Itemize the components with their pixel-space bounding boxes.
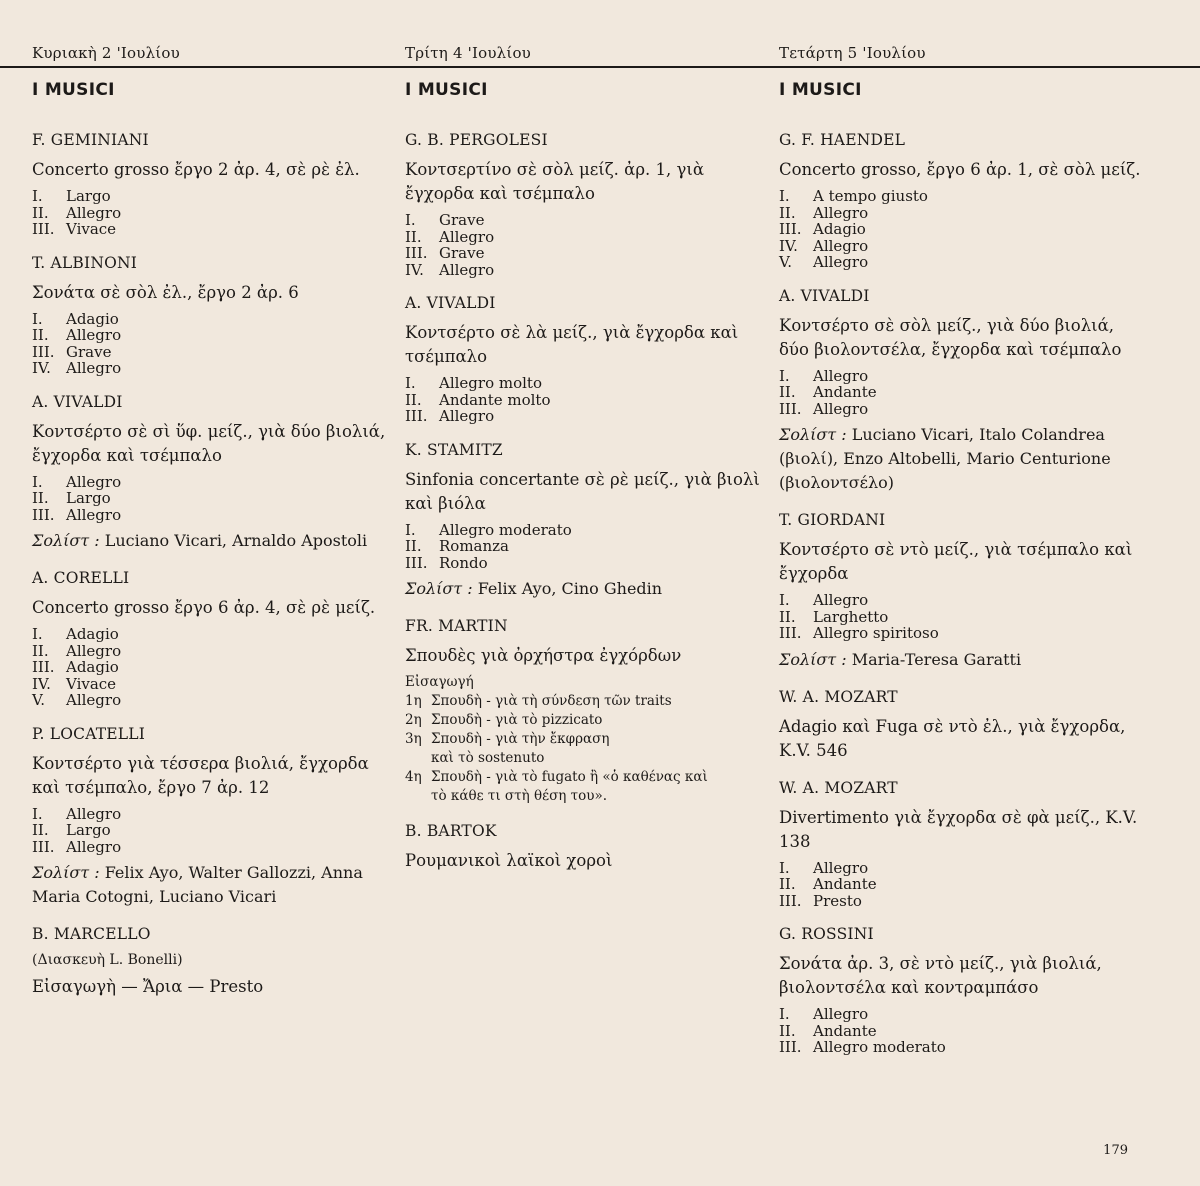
study-ordinal: 1η: [405, 693, 422, 709]
composer-name: B. BARTOK: [405, 822, 497, 840]
soloist-names: Felix Ayo, Cino Ghedin: [477, 579, 663, 598]
movement-number: III.: [779, 220, 802, 238]
movement-list: [779, 860, 1144, 910]
movement-tempo: Largo: [66, 489, 111, 507]
piece-title: Κοντσέρτο σὲ σὸλ μείζ., γιὰ δύο βιολιά, δύο βιολοντσέλα, ἔγχορδα καὶ τσέμπαλο: [779, 315, 1122, 359]
program-piece: [32, 131, 397, 238]
movement-number: II.: [779, 383, 796, 401]
study-ordinal: 4η: [405, 769, 422, 785]
movement-number: I.: [779, 366, 790, 385]
program-piece: [32, 925, 397, 999]
soloists-line: [32, 861, 397, 909]
movement-number: I.: [32, 472, 43, 491]
movement-tempo: Allegro: [813, 366, 869, 385]
movement-tempo: Allegro: [66, 641, 122, 660]
page-number: 179: [1103, 1143, 1128, 1158]
movement-number: II.: [405, 537, 422, 555]
movement-tempo: Allegro: [813, 399, 869, 418]
program-piece: [779, 131, 1144, 271]
movement-tempo: Allegro: [439, 260, 495, 279]
soloist-label: Σολίστ :: [32, 531, 100, 550]
page-header: [0, 0, 1200, 68]
piece-title: Concerto grosso ἔργο 6 ἀρ. 4, σὲ ρὲ μείζ.: [32, 598, 376, 617]
soloist-label: Σολίστ :: [405, 579, 473, 598]
movement-list: [32, 806, 397, 856]
movement-item: [32, 360, 397, 377]
soloist-names: Luciano Vicari, Arnaldo Apostoli: [104, 531, 368, 550]
movement-number: III.: [32, 837, 55, 856]
movement-item: [779, 368, 1144, 385]
soloist-names: Luciano Vicari, Italo Colandrea (βιολί), Enzo Altobelli, Mario Centurione (βιολοντσέλο): [779, 425, 1111, 492]
composer-name: FR. MARTIN: [405, 617, 508, 635]
movement-list: [32, 626, 397, 709]
composer-name: A. CORELLI: [32, 569, 130, 587]
movement-item: [779, 860, 1144, 877]
program-piece: [32, 254, 397, 377]
movement-list: [779, 368, 1144, 418]
movement-tempo: Andante: [813, 1021, 877, 1040]
movement-tempo: Adagio: [66, 658, 119, 676]
movement-number: III.: [779, 624, 802, 642]
movement-tempo: Andante: [813, 875, 877, 893]
movement-number: V.: [779, 253, 792, 271]
movement-tempo: Grave: [439, 244, 485, 262]
movement-item: [32, 626, 397, 643]
soloist-label: Σολίστ :: [779, 649, 847, 669]
movement-number: I.: [32, 625, 43, 643]
movement-list: [32, 474, 397, 524]
movement-item: [405, 538, 770, 555]
movement-tempo: Allegro: [813, 253, 869, 271]
movement-tempo: Vivace: [66, 674, 117, 693]
movement-item: [779, 609, 1144, 626]
movement-tempo: Allegro: [66, 326, 122, 344]
movement-item: [32, 839, 397, 856]
movement-item: [32, 490, 397, 507]
movement-number: IV.: [405, 260, 424, 279]
program-piece: [405, 822, 770, 873]
composer-name: A. VIVALDI: [779, 286, 870, 305]
column-ensemble-title: I MUSICI: [32, 80, 115, 100]
movement-item: [32, 474, 397, 491]
movement-tempo: Allegro: [813, 236, 869, 255]
movement-list: [405, 375, 770, 425]
movement-item: [32, 676, 397, 693]
movement-number: I.: [779, 591, 790, 609]
soloist-names: Maria-Teresa Garatti: [851, 649, 1022, 669]
movement-item: [405, 408, 770, 425]
movement-item: [32, 507, 397, 524]
movement-number: II.: [32, 641, 49, 660]
movement-number: I.: [779, 858, 790, 877]
movement-number: III.: [779, 891, 802, 910]
program-column-1: [32, 80, 397, 1015]
piece-title: Εἰσαγωγὴ — Ἄρια — Presto: [32, 977, 264, 996]
movement-number: I.: [405, 374, 416, 392]
movement-number: I.: [405, 520, 416, 539]
program-column-3: [779, 80, 1144, 1072]
movement-item: [32, 692, 397, 709]
movement-item: [779, 876, 1144, 893]
movement-tempo: Allegro moderato: [813, 1038, 946, 1056]
movement-number: II.: [779, 203, 796, 222]
movement-item: [405, 212, 770, 229]
program-piece: [779, 511, 1144, 672]
program-column-2: [405, 80, 770, 889]
study-item: [405, 787, 770, 806]
movement-tempo: Grave: [439, 211, 485, 229]
movement-number: II.: [779, 1021, 796, 1040]
column-ensemble-title: I MUSICI: [405, 80, 488, 100]
movement-item: [32, 806, 397, 823]
movement-tempo: Larghetto: [813, 607, 889, 626]
soloists-line: [779, 648, 1144, 672]
piece-title: Adagio καὶ Fuga σὲ ντὸ ἐλ., γιὰ ἔγχορδα, K.V. 546: [779, 716, 1126, 760]
study-list: [405, 692, 770, 806]
movement-number: III.: [32, 220, 55, 238]
movement-tempo: Allegro: [439, 407, 495, 425]
composer-name: A. VIVALDI: [32, 392, 123, 411]
piece-title: Κοντσέρτο σὲ λὰ μείζ., γιὰ ἔγχορδα καὶ τσέμπαλο: [405, 323, 739, 366]
study-ordinal: 3η: [405, 731, 422, 747]
study-text: Σπουδὴ - γιὰ τὴ σύνδεση τῶν traits: [431, 693, 672, 709]
program-piece: [32, 725, 397, 910]
piece-title: Concerto grosso, ἔργο 6 ἀρ. 1, σὲ σὸλ μείζ.: [779, 160, 1141, 179]
movement-tempo: Allegro: [66, 203, 122, 222]
piece-title: Sinfonia concertante σὲ ρὲ μείζ., γιὰ βιολὶ καὶ βιόλα: [405, 469, 760, 513]
movement-item: [32, 205, 397, 222]
study-item: [405, 749, 770, 768]
piece-title: Κοντσερτίνο σὲ σὸλ μείζ. ἀρ. 1, γιὰ ἔγχορδα καὶ τσέμπαλο: [405, 160, 704, 203]
soloist-label: Σολίστ :: [32, 863, 100, 882]
movement-item: [405, 392, 770, 409]
composer-name: K. STAMITZ: [405, 440, 503, 459]
movement-item: [405, 522, 770, 539]
movement-tempo: Vivace: [66, 220, 117, 238]
movement-list: [32, 188, 397, 238]
movement-item: [32, 659, 397, 676]
composer-name: G. B. PERGOLESI: [405, 131, 548, 149]
piece-title: Σονάτα σὲ σὸλ ἐλ., ἔργο 2 ἀρ. 6: [32, 282, 299, 302]
movement-number: III.: [405, 553, 428, 572]
movement-number: II.: [32, 821, 49, 839]
column-ensemble-title: I MUSICI: [779, 80, 862, 100]
movement-item: [779, 625, 1144, 642]
movement-number: I.: [405, 211, 416, 229]
movement-item: [779, 1039, 1144, 1056]
study-item: [405, 730, 770, 749]
movement-tempo: Allegro: [66, 804, 122, 823]
movement-tempo: Allegro: [66, 359, 122, 377]
movement-item: [405, 245, 770, 262]
program-piece: [779, 925, 1144, 1056]
movement-number: I.: [32, 187, 43, 205]
soloists-line: [779, 423, 1144, 495]
movement-tempo: Allegro spiritoso: [813, 624, 939, 642]
study-ordinal: 2η: [405, 712, 422, 728]
movement-tempo: Romanza: [439, 537, 509, 555]
movement-list: [405, 212, 770, 278]
piece-title: Σονάτα ἀρ. 3, σὲ ντὸ μείζ., γιὰ βιολιά, βιολοντσέλα καὶ κοντραμπάσο: [779, 954, 1102, 997]
composer-name: F. GEMINIANI: [32, 131, 149, 149]
movement-list: [779, 592, 1144, 642]
movement-number: III.: [405, 244, 428, 262]
movement-item: [32, 327, 397, 344]
study-item: [405, 692, 770, 711]
header-day-wednesday: Τετάρτη 5 'Ιουλίου: [779, 44, 926, 62]
composer-name: T. ALBINONI: [32, 253, 138, 272]
header-day-tuesday: Τρίτη 4 'Ιουλίου: [405, 44, 532, 62]
movement-tempo: Allegro: [66, 472, 122, 491]
movement-item: [779, 1023, 1144, 1040]
movement-number: III.: [32, 342, 55, 361]
movement-tempo: Allegro: [813, 203, 869, 222]
program-piece: [32, 569, 397, 709]
program-piece: [405, 617, 770, 806]
movement-item: [779, 401, 1144, 418]
movement-number: I.: [32, 804, 43, 823]
movement-number: III.: [779, 1038, 802, 1056]
movement-tempo: A tempo giusto: [813, 187, 928, 205]
movement-list: [405, 522, 770, 572]
piece-title: Κοντσέρτο σὲ σὶ ὕφ. μείζ., γιὰ δύο βιολιά, ἔγχορδα καὶ τσέμπαλο: [32, 421, 386, 465]
movement-number: II.: [405, 390, 422, 409]
composer-name: G. ROSSINI: [779, 925, 874, 943]
movement-tempo: Allegro molto: [439, 374, 542, 392]
piece-title: Ρουμανικοὶ λαϊκοὶ χοροὶ: [405, 851, 613, 870]
movement-number: IV.: [32, 359, 51, 377]
program-piece: [405, 294, 770, 425]
composer-name: W. A. MOZART: [779, 687, 898, 706]
arrangement-note: (Διασκευὴ L. Bonelli): [32, 952, 183, 968]
movement-tempo: Grave: [66, 342, 112, 361]
study-text: τὸ κάθε τι στὴ θέση του».: [431, 788, 608, 804]
composer-name: T. GIORDANI: [779, 511, 886, 529]
movement-number: IV.: [32, 674, 51, 693]
movement-tempo: Adagio: [66, 625, 119, 643]
movement-tempo: Allegro moderato: [439, 520, 572, 539]
movement-item: [779, 893, 1144, 910]
composer-name: G. F. HAENDEL: [779, 131, 906, 149]
movement-item: [32, 344, 397, 361]
movement-number: I.: [32, 309, 43, 328]
movement-list: [779, 1006, 1144, 1056]
movement-item: [779, 384, 1144, 401]
movement-tempo: Andante: [813, 383, 877, 401]
movement-item: [779, 254, 1144, 271]
movement-number: IV.: [779, 236, 798, 255]
piece-title: Divertimento γιὰ ἔγχορδα σὲ φὰ μείζ., K.V. 138: [779, 807, 1138, 851]
movement-number: I.: [779, 187, 790, 205]
movement-tempo: Allegro: [439, 227, 495, 246]
movement-item: [779, 1006, 1144, 1023]
movement-number: V.: [32, 691, 45, 709]
movement-number: II.: [779, 607, 796, 626]
movement-item: [779, 592, 1144, 609]
movement-item: [32, 643, 397, 660]
soloist-names: Felix Ayo, Walter Gallozzi, Anna Maria Cotogni, Luciano Vicari: [32, 863, 363, 906]
movement-tempo: Allegro: [66, 505, 122, 524]
study-text: Σπουδὴ - γιὰ τὸ fugato ἢ «ὁ καθένας καὶ: [431, 769, 708, 785]
movement-item: [32, 311, 397, 328]
piece-title: Σπουδὲς γιὰ ὀρχήστρα ἐγχόρδων: [405, 646, 682, 665]
movement-number: II.: [32, 203, 49, 222]
study-introduction: Εἰσαγωγή: [405, 674, 474, 690]
program-piece: [779, 779, 1144, 910]
program-piece: [405, 441, 770, 602]
composer-name: W. A. MOZART: [779, 778, 898, 797]
composer-name: B. MARCELLO: [32, 925, 151, 943]
movement-number: II.: [32, 489, 49, 507]
composer-name: P. LOCATELLI: [32, 724, 146, 743]
movement-tempo: Rondo: [439, 553, 488, 572]
movement-number: II.: [405, 227, 422, 246]
movement-number: II.: [779, 875, 796, 893]
movement-item: [405, 262, 770, 279]
movement-item: [779, 238, 1144, 255]
movement-item: [779, 205, 1144, 222]
movement-item: [405, 555, 770, 572]
movement-item: [405, 229, 770, 246]
movement-tempo: Allegro: [813, 1005, 869, 1023]
movement-number: III.: [32, 658, 55, 676]
piece-title: Concerto grosso ἔργο 2 ἀρ. 4, σὲ ρὲ ἐλ.: [32, 160, 360, 179]
movement-tempo: Largo: [66, 187, 111, 205]
program-piece: [32, 393, 397, 554]
movement-number: I.: [779, 1005, 790, 1023]
soloists-line: [32, 529, 397, 553]
movement-tempo: Allegro: [813, 591, 869, 609]
movement-tempo: Allegro: [66, 691, 122, 709]
movement-tempo: Allegro: [66, 837, 122, 856]
program-piece: [779, 287, 1144, 496]
movement-number: III.: [32, 505, 55, 524]
movement-item: [779, 221, 1144, 238]
movement-number: III.: [779, 399, 802, 418]
movement-number: III.: [405, 407, 428, 425]
movement-item: [32, 822, 397, 839]
program-piece: [405, 131, 770, 278]
study-text: Σπουδὴ - γιὰ τὴν ἔκφραση: [431, 731, 610, 747]
program-piece: [779, 688, 1144, 763]
movement-tempo: Adagio: [66, 309, 119, 328]
movement-tempo: Allegro: [813, 858, 869, 877]
movement-tempo: Andante molto: [439, 390, 551, 409]
movement-tempo: Adagio: [813, 220, 866, 238]
study-item: [405, 711, 770, 730]
movement-item: [32, 188, 397, 205]
movement-list: [779, 188, 1144, 271]
movement-tempo: Presto: [813, 891, 862, 910]
movement-number: II.: [32, 326, 49, 344]
study-text: Σπουδὴ - γιὰ τὸ pizzicato: [431, 712, 603, 728]
composer-name: A. VIVALDI: [405, 294, 496, 312]
study-text: καὶ τὸ sostenuto: [431, 750, 545, 766]
soloist-label: Σολίστ :: [779, 425, 847, 444]
movement-list: [32, 311, 397, 377]
soloists-line: [405, 577, 770, 601]
piece-title: Κοντσέρτο γιὰ τέσσερα βιολιά, ἔγχορδα καὶ τσέμπαλο, ἔργο 7 ἀρ. 12: [32, 753, 369, 797]
movement-item: [32, 221, 397, 238]
study-item: [405, 768, 770, 787]
piece-title: Κοντσέρτο σὲ ντὸ μείζ., γιὰ τσέμπαλο καὶ ἔγχορδα: [779, 540, 1133, 583]
movement-item: [779, 188, 1144, 205]
header-day-sunday: Κυριακὴ 2 'Ιουλίου: [32, 44, 180, 62]
movement-item: [405, 375, 770, 392]
movement-tempo: Largo: [66, 821, 111, 839]
